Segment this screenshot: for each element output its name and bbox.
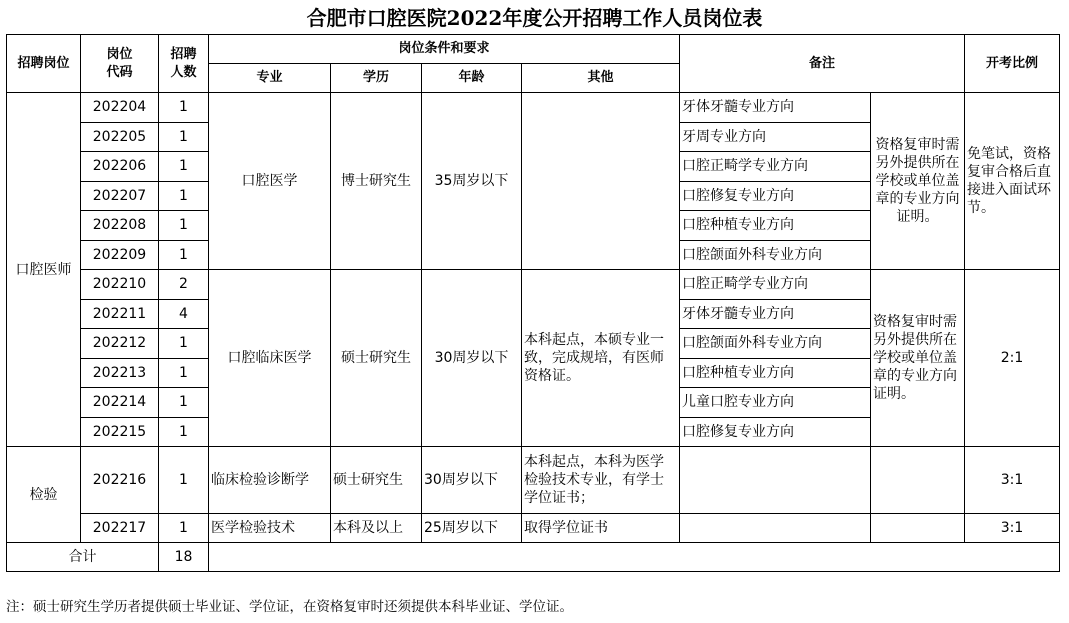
- row-code: 202217: [81, 514, 159, 543]
- header-remarks: 备注: [680, 35, 965, 93]
- header-position: 招聘岗位: [7, 35, 81, 93]
- row-count: 1: [159, 358, 209, 388]
- header-count-text: 招聘人数: [170, 46, 197, 80]
- row-remark: 口腔正畸学专业方向: [680, 152, 871, 182]
- row-count: 1: [159, 152, 209, 182]
- row-code: 202212: [81, 329, 159, 359]
- positions-table: [6, 34, 1060, 572]
- row-count: 1: [159, 181, 209, 211]
- header-education: 学历: [331, 64, 422, 93]
- block1-remark-note: 资格复审时需另外提供所在学校或单位盖章的专业方向证明。: [871, 93, 965, 270]
- header-major: 专业: [209, 64, 331, 93]
- row-remark: 口腔颌面外科专业方向: [680, 240, 871, 270]
- row-code: 202216: [81, 447, 159, 514]
- header-other: 其他: [522, 64, 680, 93]
- row-code: 202214: [81, 388, 159, 418]
- row16-remark: [680, 447, 871, 514]
- group-dentist: 口腔医师: [7, 93, 81, 447]
- row-count: 1: [159, 514, 209, 543]
- row-remark: 牙体牙髓专业方向: [680, 299, 871, 329]
- row16-remark-note: [871, 447, 965, 514]
- row-count: 1: [159, 240, 209, 270]
- block2-remark-note: 资格复审时需另外提供所在学校或单位盖章的专业方向证明。: [871, 270, 965, 447]
- row-remark: 口腔种植专业方向: [680, 211, 871, 241]
- row-code: 202209: [81, 240, 159, 270]
- row-remark: 儿童口腔专业方向: [680, 388, 871, 418]
- header-code: [81, 35, 159, 93]
- row17-education: 本科及以上: [331, 514, 422, 543]
- block1-age: 35周岁以下: [422, 93, 522, 270]
- block1-education: 博士研究生: [331, 93, 422, 270]
- row-remark: 口腔修复专业方向: [680, 181, 871, 211]
- header-count: [159, 35, 209, 93]
- block1-major: 口腔医学: [209, 93, 331, 270]
- row-count: 4: [159, 299, 209, 329]
- block1-other: [522, 93, 680, 270]
- row-count: 1: [159, 122, 209, 152]
- total-empty: [209, 543, 1060, 572]
- row-remark: 口腔修复专业方向: [680, 417, 871, 447]
- row-code: 202215: [81, 417, 159, 447]
- row17-remark-note: [871, 514, 965, 543]
- block1-ratio: 免笔试，资格复审合格后直接进入面试环节。: [965, 93, 1060, 270]
- row-code: 202206: [81, 152, 159, 182]
- header-age: 年龄: [422, 64, 522, 93]
- row16-other: 本科起点，本科为医学检验技术专业，有学士学位证书；: [522, 447, 680, 514]
- row-remark: 口腔正畸学专业方向: [680, 270, 871, 300]
- header-code-text: 岗位代码: [106, 46, 133, 80]
- row16-age: 30周岁以下: [422, 447, 522, 514]
- row16-ratio: 3:1: [965, 447, 1060, 514]
- row-remark: 牙体牙髓专业方向: [680, 93, 871, 123]
- row-count: 1: [159, 211, 209, 241]
- row-code: 202210: [81, 270, 159, 300]
- row-count: 1: [159, 447, 209, 514]
- total-value: 18: [159, 543, 209, 572]
- row17-ratio: 3:1: [965, 514, 1060, 543]
- row17-other: 取得学位证书: [522, 514, 680, 543]
- header-ratio: 开考比例: [965, 35, 1060, 93]
- group-lab: 检验: [7, 447, 81, 543]
- row-code: 202208: [81, 211, 159, 241]
- row-code: 202205: [81, 122, 159, 152]
- row-code: 202213: [81, 358, 159, 388]
- footnote: 注：硕士研究生学历者提供硕士毕业证、学位证，在资格复审时还须提供本科毕业证、学位证。: [6, 599, 573, 615]
- row-count: 1: [159, 93, 209, 123]
- row-count: 1: [159, 417, 209, 447]
- row-remark: 口腔颌面外科专业方向: [680, 329, 871, 359]
- row-code: 202204: [81, 93, 159, 123]
- block2-age: 30周岁以下: [422, 270, 522, 447]
- block2-ratio: 2:1: [965, 270, 1060, 447]
- row-remark: 口腔种植专业方向: [680, 358, 871, 388]
- row-count: 1: [159, 388, 209, 418]
- row-remark: 牙周专业方向: [680, 122, 871, 152]
- row16-major: 临床检验诊断学: [209, 447, 331, 514]
- row-code: 202211: [81, 299, 159, 329]
- row-count: 1: [159, 329, 209, 359]
- row17-age: 25周岁以下: [422, 514, 522, 543]
- block2-other: 本科起点，本硕专业一致，完成规培，有医师资格证。: [522, 270, 680, 447]
- row-count: 2: [159, 270, 209, 300]
- block2-education: 硕士研究生: [331, 270, 422, 447]
- block2-major: 口腔临床医学: [209, 270, 331, 447]
- total-label: 合计: [7, 543, 159, 572]
- row-code: 202207: [81, 181, 159, 211]
- header-conditions: 岗位条件和要求: [209, 35, 680, 64]
- row17-remark: [680, 514, 871, 543]
- row17-major: 医学检验技术: [209, 514, 331, 543]
- page-title: 合肥市口腔医院2022年度公开招聘工作人员岗位表: [306, 6, 763, 30]
- row16-education: 硕士研究生: [331, 447, 422, 514]
